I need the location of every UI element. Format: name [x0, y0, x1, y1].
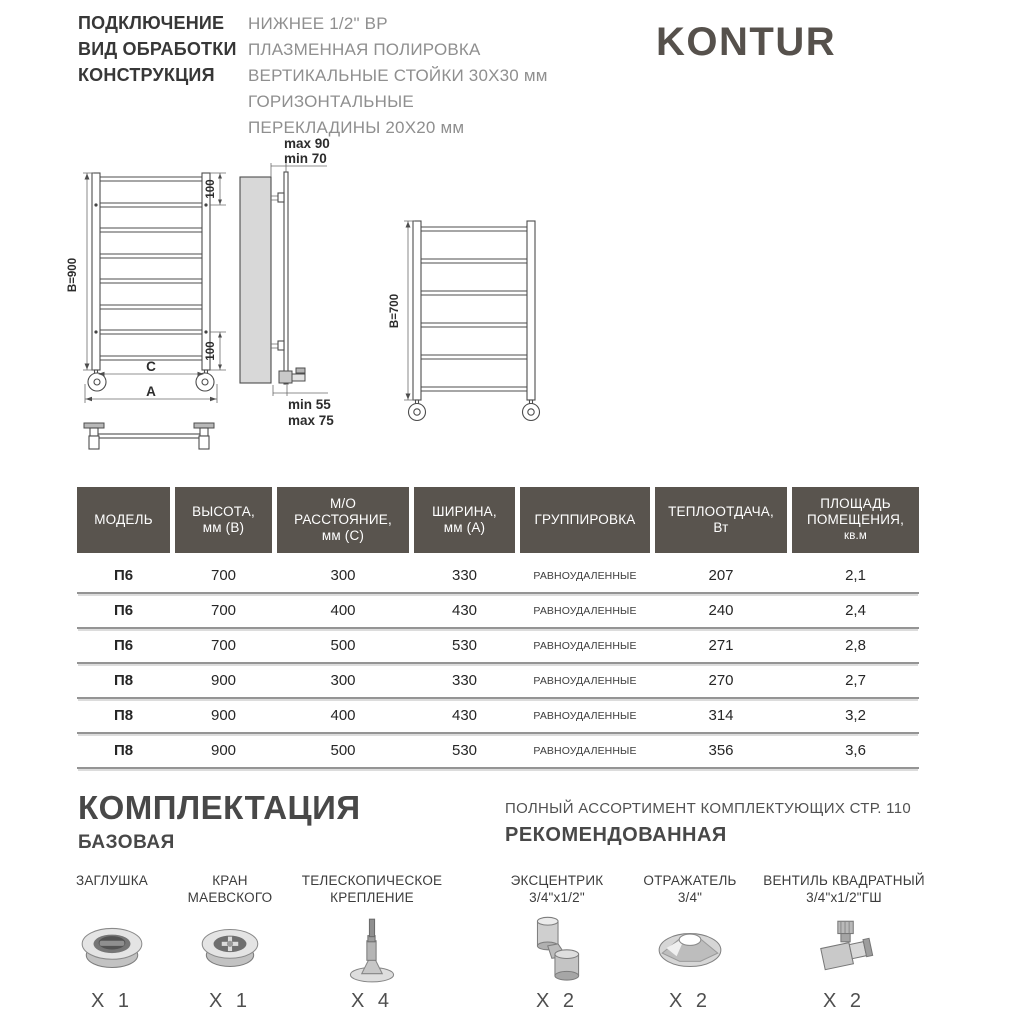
kit-item-qty: X 2 [822, 990, 866, 1012]
telescopic-mount-icon [297, 908, 447, 990]
kit-title: КОМПЛЕКТАЦИЯ [78, 789, 361, 826]
kit-item-square-valve: ВЕНТИЛЬ КВАДРАТНЫЙ 3/4"х1/2"ГШ X 2 [756, 872, 932, 1013]
table-row: П8 900 300 330 РАВНОУДАЛЕННЫЕ 270 2,7 [77, 664, 919, 699]
technical-drawings [60, 133, 570, 473]
front-view-700 [389, 221, 540, 421]
spec-value: ГОРИЗОНТАЛЬНЫЕ [248, 92, 414, 111]
spec-values [248, 11, 548, 141]
spec-value: НИЖНЕЕ 1/2" ВР [248, 14, 388, 33]
side-view [240, 136, 334, 428]
dim-a-label: A [146, 384, 156, 399]
spec-label: ВИД ОБРАБОТКИ [78, 39, 237, 59]
dim-wall-max-label: max 90 [284, 136, 330, 151]
kit-item-qty: X 2 [535, 990, 579, 1012]
spec-value: ПЕРЕКЛАДИНЫ 20Х20 мм [248, 118, 465, 137]
brand-logo: KONTUR [656, 20, 837, 64]
spec-label: КОНСТРУКЦИЯ [78, 65, 215, 85]
spec-value: ВЕРТИКАЛЬНЫЕ СТОЙКИ 30Х30 мм [248, 66, 548, 85]
mayevsky-valve-icon [155, 908, 305, 990]
kit-basic-heading: БАЗОВАЯ [78, 832, 175, 853]
kit-item-eccentric: ЭКСЦЕНТРИК 3/4"х1/2" X 2 [482, 872, 632, 1013]
table-header-row [77, 487, 919, 553]
dim-floor-min-label: min 55 [288, 397, 331, 412]
col-axis-distance: М/О РАССТОЯНИЕ, мм (С) [277, 487, 409, 553]
dim-c-label: C [146, 359, 156, 374]
table-row: П8 900 500 530 РАВНОУДАЛЕННЫЕ 356 3,6 [77, 734, 919, 769]
front-view-900 [67, 173, 226, 403]
spec-label: ПОДКЛЮЧЕНИЕ [78, 13, 225, 33]
spec-labels [78, 10, 237, 88]
col-model: МОДЕЛЬ [77, 487, 170, 553]
dim-b700-label: B=700 [389, 293, 401, 329]
spec-value: ПЛАЗМЕННАЯ ПОЛИРОВКА [248, 40, 481, 59]
spec-table [77, 487, 919, 769]
dim-wall-min-label: min 70 [284, 151, 327, 166]
table-row: П6 700 500 530 РАВНОУДАЛЕННЫЕ 271 2,8 [77, 629, 919, 664]
kit-item-qty: X 2 [668, 990, 712, 1012]
kit-item-qty: X 1 [208, 990, 252, 1012]
table-row: П6 700 400 430 РАВНОУДАЛЕННЫЕ 240 2,4 [77, 594, 919, 629]
bracket-bottom-view [84, 423, 214, 449]
kit-item-plug: ЗАГЛУШКА X 1 [37, 872, 187, 1013]
table-row: П8 900 400 430 РАВНОУДАЛЕННЫЕ 314 3,2 [77, 699, 919, 734]
eccentric-icon [482, 908, 632, 990]
dim-100-top-label: 100 [205, 179, 217, 199]
reflector-icon [615, 908, 765, 990]
col-grouping: ГРУППИРОВКА [520, 487, 650, 553]
dim-b900-label: B=900 [67, 257, 79, 293]
col-room-area: ПЛОЩАДЬ ПОМЕЩЕНИЯ, кв.м [792, 487, 919, 553]
kit-assortment-note: ПОЛНЫЙ АССОРТИМЕНТ КОМПЛЕКТУЮЩИХ СТР. 110 [505, 800, 911, 817]
square-valve-icon [756, 908, 932, 990]
kit-item-qty: X 1 [90, 990, 134, 1012]
kit-recommended-heading: РЕКОМЕНДОВАННАЯ [505, 824, 727, 846]
table-row: П6 700 300 330 РАВНОУДАЛЕННЫЕ 207 2,1 [77, 559, 919, 594]
kit-item-telescopic-mount: ТЕЛЕСКОПИЧЕСКОЕ КРЕПЛЕНИЕ X 4 [297, 872, 447, 1013]
kit-item-reflector: ОТРАЖАТЕЛЬ 3/4" X 2 [615, 872, 765, 1013]
col-width: ШИРИНА, мм (А) [414, 487, 515, 553]
dim-floor-max-label: max 75 [288, 413, 334, 428]
kit-item-mayevsky-valve: КРАН МАЕВСКОГО X 1 [155, 872, 305, 1013]
col-heat-output: ТЕПЛООТДАЧА, Вт [655, 487, 787, 553]
dim-100-bottom-label: 100 [205, 341, 217, 361]
col-height: ВЫСОТА, мм (В) [175, 487, 272, 553]
kit-item-qty: X 4 [350, 990, 394, 1012]
